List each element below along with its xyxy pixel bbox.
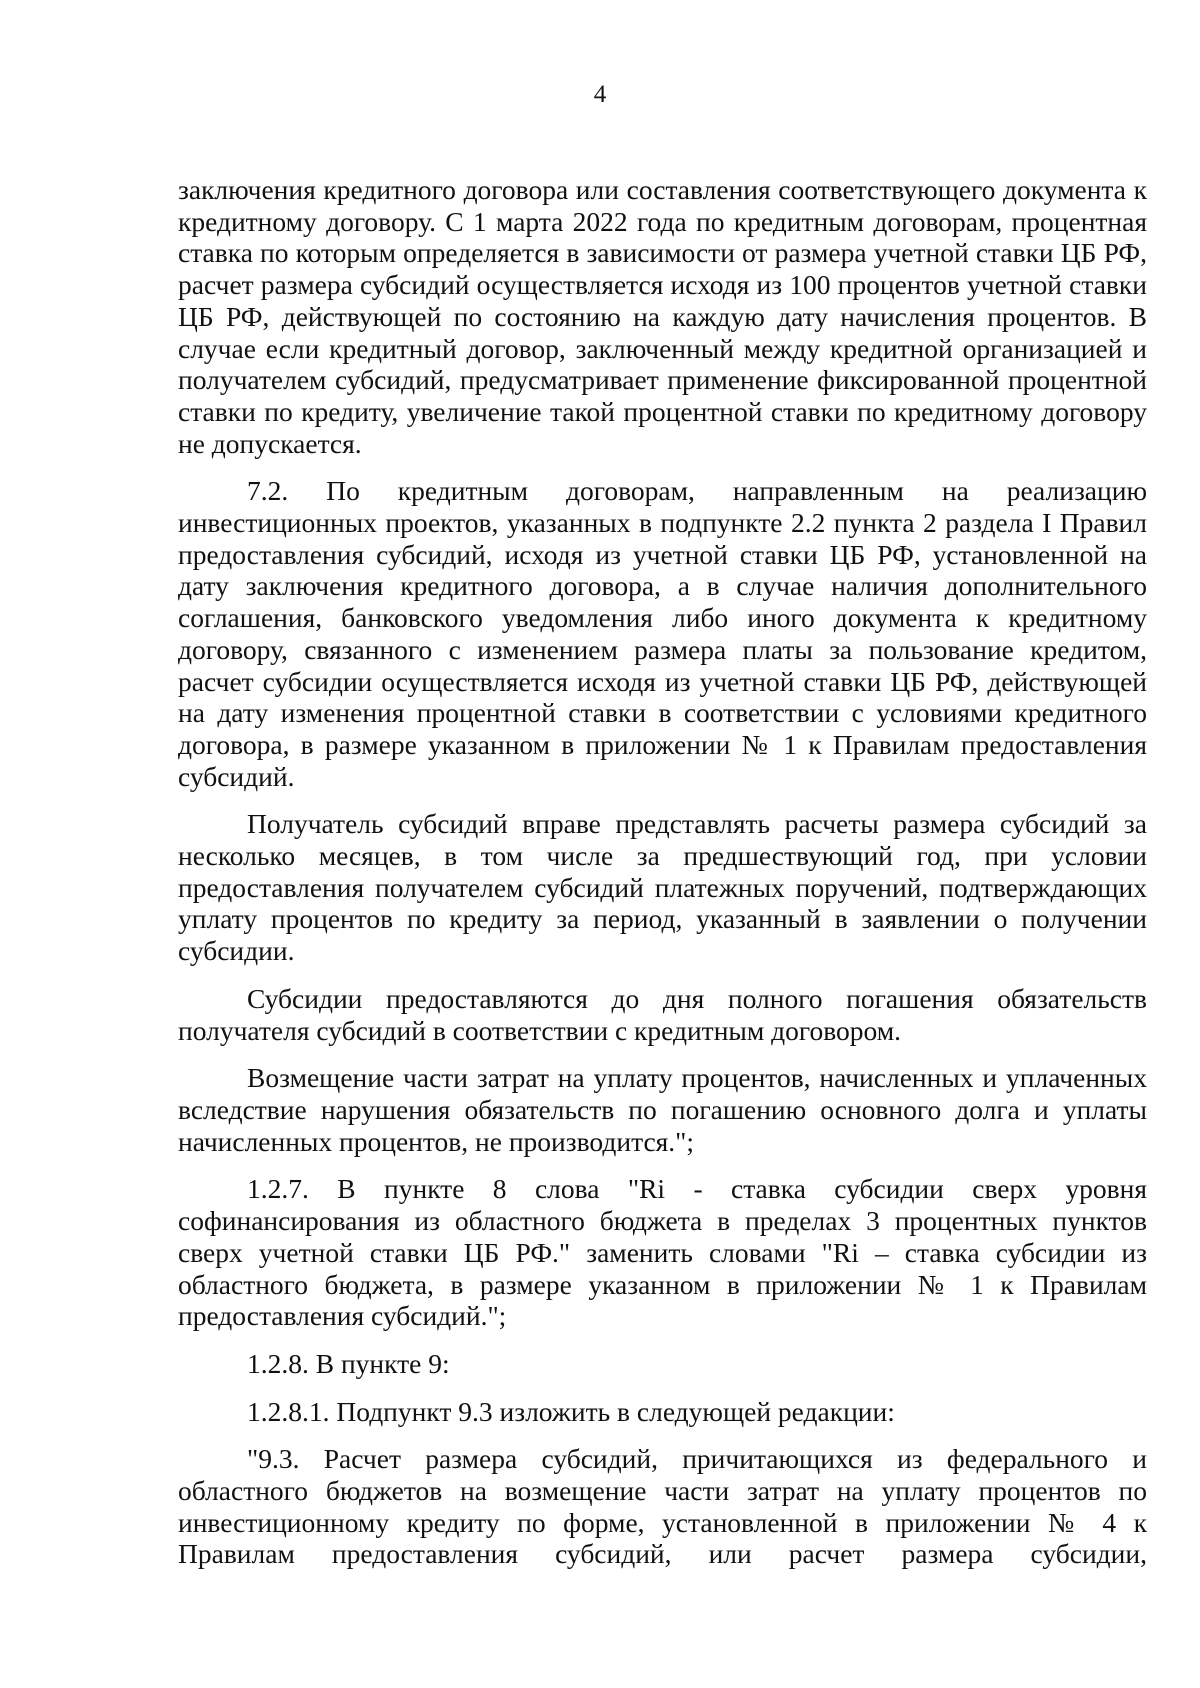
paragraph-recipient-rights: Получатель субсидий вправе представлять расчеты размера субсидий за несколько месяцев, в том числе за предшествующий год, при условии предоставления получателем субсидий платежных поручений, подтверждающих уплату процентов по кредиту за период, указанный в заявлении о получении субсидии.: [178, 808, 1147, 967]
paragraph-9-3: "9.3. Расчет размера субсидий, причитающихся из федерального и областного бюджетов на возмещение части затрат на уплату процентов по инвестиционному кредиту по форме, установленной в приложении № 4 к Правилам предоставления субсидий, или расчет размера субсидии,: [178, 1443, 1147, 1570]
document-body: [178, 174, 1147, 1570]
paragraph-1-2-8-1: 1.2.8.1. Подпункт 9.3 изложить в следующей редакции:: [247, 1395, 895, 1427]
paragraph-continuation: заключения кредитного договора или составления соответствующего документа к кредитному договору. С 1 марта 2022 года по кредитным договорам, процентная ставка по которым определяется в зависимости от размера учетной ставки ЦБ РФ, расчет размера субсидий осуществляется исходя из 100 процентов учетной ставки ЦБ РФ, действующей по состоянию на каждую дату начисления процентов. В случае если кредитный договор, заключенный между кредитной организацией и получателем субсидий, предусматривает применение фиксированной процентной ставки по кредиту, увеличение такой процентной ставки по кредитному договору не допускается.: [178, 174, 1147, 459]
paragraph-subsidy-period: Субсидии предоставляются до дня полного погашения обязательств получателя субсидий в соответствии с кредитным договором.: [178, 982, 1147, 1046]
paragraph-no-compensation: Возмещение части затрат на уплату процентов, начисленных и уплаченных вследствие нарушения обязательств по погашению основного долга и уплаты начисленных процентов, не производится.";: [178, 1062, 1147, 1157]
paragraph-1-2-8: 1.2.8. В пункте 9:: [247, 1347, 450, 1379]
paragraph-7-2: 7.2. По кредитным договорам, направленным на реализацию инвестиционных проектов, указанных в подпункте 2.2 пункта 2 раздела I Правил предоставления субсидий, исходя из учетной ставки ЦБ РФ, установленной на дату заключения кредитного договора, а в случае наличия дополнительного соглашения, банковского уведомления либо иного документа к кредитному договору, связанного с изменением размера платы за пользование кредитом, расчет субсидии осуществляется исходя из учетной ставки ЦБ РФ, действующей на дату изменения процентной ставки в соответствии с условиями кредитного договора, в размере указанном в приложении № 1 к Правилам предоставления субсидий.: [178, 475, 1147, 792]
paragraph-1-2-7: 1.2.7. В пункте 8 слова "Ri - ставка субсидии сверх уровня софинансирования из областного бюджета в пределах 3 процентных пунктов сверх учетной ставки ЦБ РФ." заменить словами "Ri – ставка субсидии из областного бюджета, в размере указанном в приложении № 1 к Правилам предоставления субсидий.";: [178, 1173, 1147, 1332]
page-number: 4: [593, 81, 607, 108]
